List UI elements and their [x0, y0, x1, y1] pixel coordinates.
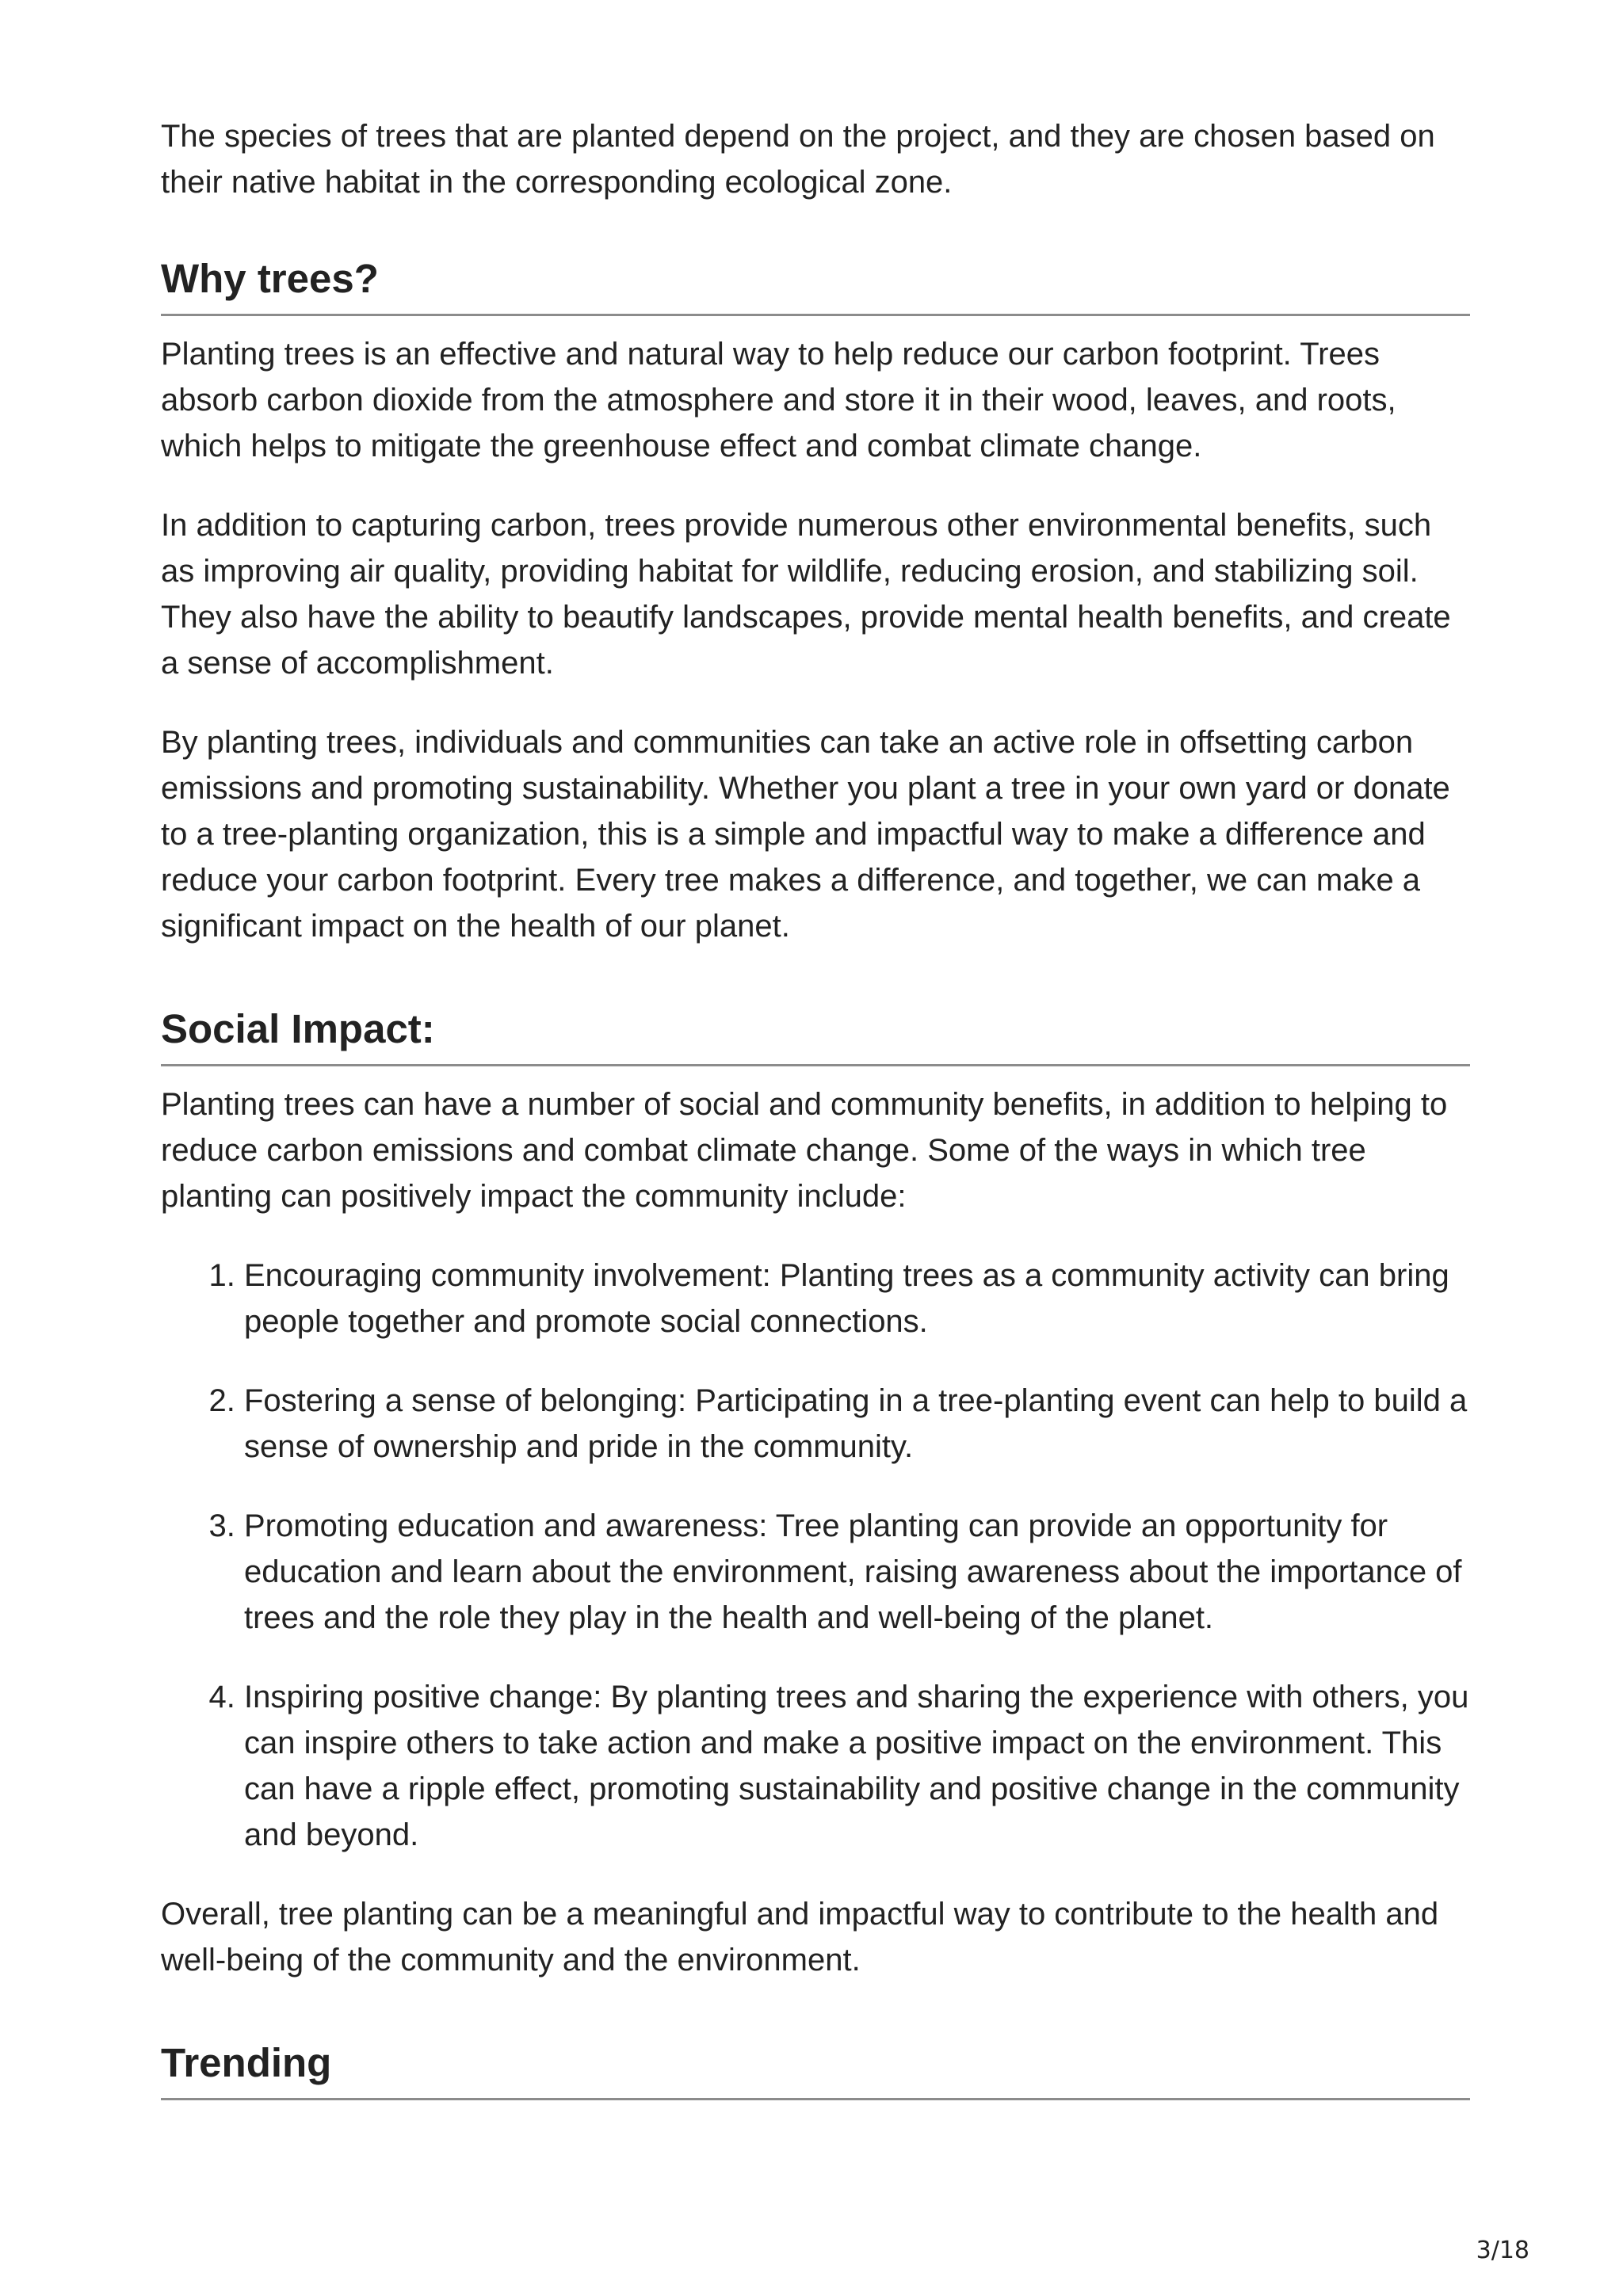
- why-paragraph-2: In addition to capturing carbon, trees provide numerous other environmental benefits, such as improving air quality, providing habitat for wildlife, reducing erosion, and stabilizing soil. They also have the ability to beautify landscapes, provide mental health benefits, and create a sense of accomplishment.: [161, 508, 1451, 681]
- why-trees-heading: Why trees?: [161, 255, 1470, 316]
- page-number: 3/18: [1476, 2237, 1529, 2264]
- why-paragraph-1: Planting trees is an effective and natural way to help reduce our carbon footprint. Trees absorb carbon dioxide from the atmosphere and store it in their wood, leaves, and roots, which helps to mitigate the greenhouse effect and combat climate change.: [161, 337, 1396, 463]
- trending-heading: Trending: [161, 2039, 1470, 2100]
- list-item: 3. Promoting education and awareness: Tree planting can provide an opportunity for education and learn about the environment, raising awareness about the importance of trees and the role they play in the health and well-being of the planet.: [244, 1503, 1470, 1641]
- list-item: 4. Inspiring positive change: By planting trees and sharing the experience with others, you can inspire others to take action and make a positive impact on the environment. This can have a ripple effect, promoting sustainability and positive change in the community and beyond.: [244, 1674, 1470, 1858]
- why-paragraph-3: By planting trees, individuals and communities can take an active role in offsetting carbon emissions and promoting sustainability. Whether you plant a tree in your own yard or donate to a tree-planting organization, this is a simple and impactful way to make a difference and reduce your carbon footprint. Every tree makes a difference, and together, we can make a significant impact on the health of our planet.: [161, 725, 1450, 944]
- social-intro-paragraph: Planting trees can have a number of social and community benefits, in addition to helping to reduce carbon emissions and combat climate change. Some of the ways in which tree planting can positively impact the community include:: [161, 1087, 1448, 1214]
- social-benefits-list: [161, 1253, 1470, 1858]
- list-item: 1. Encouraging community involvement: Planting trees as a community activity can bring people together and promote social connections.: [244, 1253, 1470, 1344]
- overall-paragraph: Overall, tree planting can be a meaningful and impactful way to contribute to the health and well-being of the community and the environment.: [161, 1897, 1439, 1978]
- social-impact-heading: Social Impact:: [161, 1005, 1470, 1066]
- article-body: [161, 0, 1470, 2100]
- list-item: 2. Fostering a sense of belonging: Participating in a tree-planting event can help to build a sense of ownership and pride in the community.: [244, 1378, 1470, 1470]
- intro-paragraph: The species of trees that are planted depend on the project, and they are chosen based on their native habitat in the corresponding ecological zone.: [161, 119, 1435, 200]
